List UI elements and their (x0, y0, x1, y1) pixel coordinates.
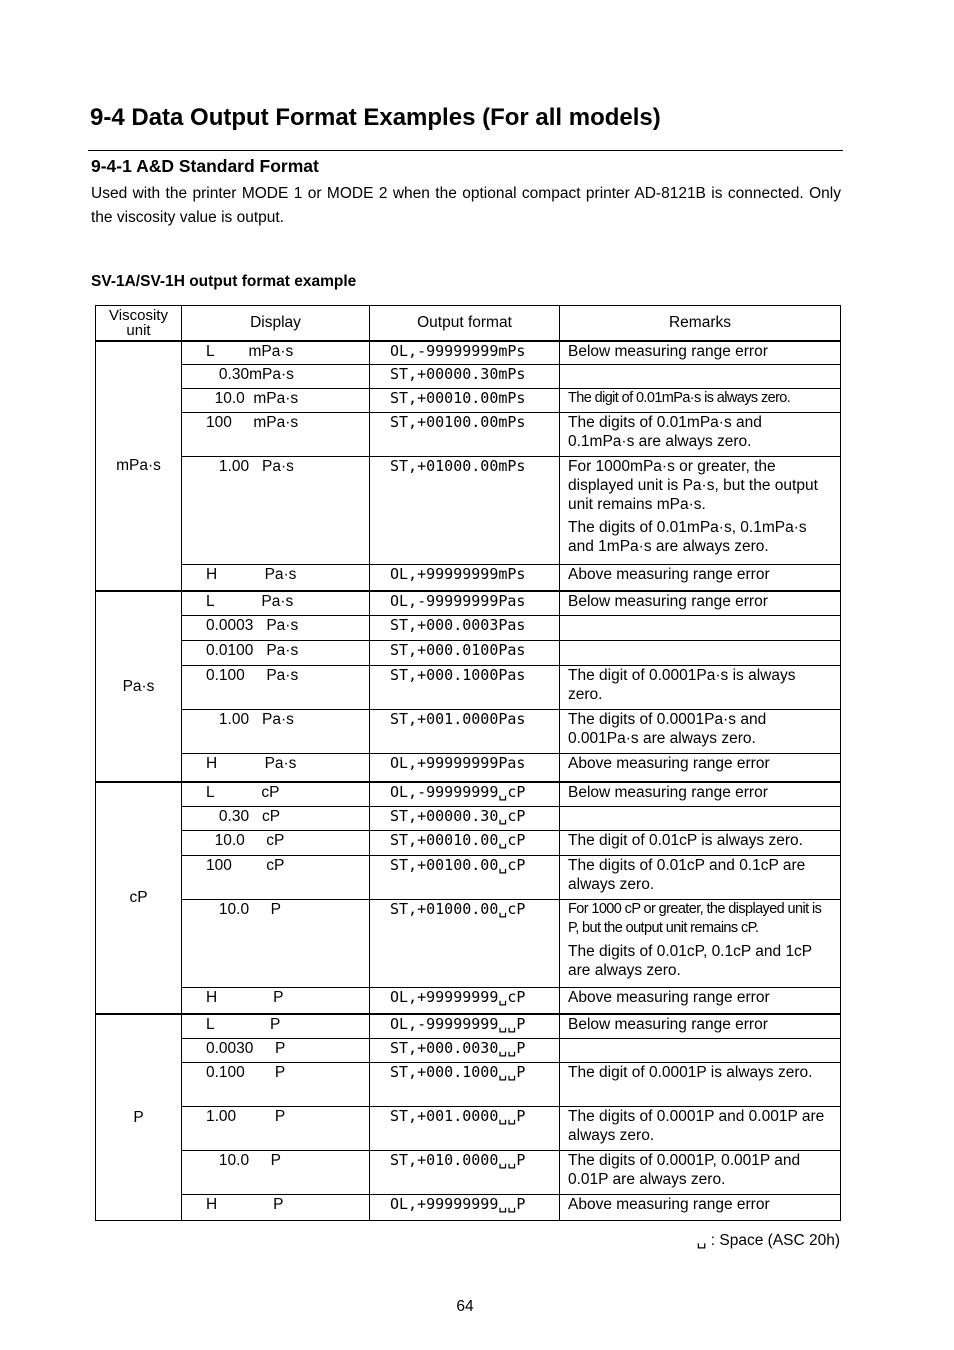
display-cell: 0.0100 Pa·s (182, 641, 370, 666)
table-row (96, 1195, 841, 1221)
header-output-format: Output format (370, 306, 560, 341)
unit-group (96, 782, 841, 1014)
table-row (96, 1014, 841, 1039)
remark-text: Below measuring range error (568, 592, 768, 610)
display-cell: L cP (182, 782, 370, 807)
remarks-cell (560, 591, 841, 616)
viscosity-unit-cell: mPa·s (96, 341, 182, 591)
display-cell: H Pa·s (182, 754, 370, 782)
viscosity-unit-cell: cP (96, 782, 182, 1014)
remark-text: The digits of 0.01cP and 0.1cP are always zero. (568, 857, 806, 893)
viscosity-unit-cell: P (96, 1014, 182, 1221)
table-row (96, 856, 841, 900)
section-heading: 9-4 Data Output Format Examples (For all models) (90, 104, 661, 131)
remark-text: The digits of 0.0001P and 0.001P are always zero. (568, 1108, 825, 1144)
remarks-cell (560, 641, 841, 666)
intro-paragraph: Used with the printer MODE 1 or MODE 2 when the optional compact printer AD-8121B is connected. Only the viscosity value is output. (91, 185, 841, 226)
table-row (96, 807, 841, 831)
table-header-row (96, 306, 841, 341)
output-format-cell: OL,+99999999␣cP (370, 988, 560, 1014)
table-row (96, 457, 841, 565)
table-row (96, 565, 841, 591)
output-format-cell: OL,-99999999␣cP (370, 782, 560, 807)
table-row (96, 616, 841, 641)
output-format-cell: OL,+99999999mPs (370, 565, 560, 591)
output-format-cell: ST,+001.0000␣␣P (370, 1107, 560, 1151)
output-format-cell: ST,+01000.00␣cP (370, 900, 560, 988)
table-title: SV-1A/SV-1H output format example (91, 273, 357, 290)
table-row (96, 591, 841, 616)
remark-text: Below measuring range error (568, 342, 768, 360)
table-row (96, 754, 841, 782)
remarks-cell (560, 900, 841, 988)
remarks-cell (560, 666, 841, 710)
remark-text: The digit of 0.01mPa·s is always zero. (568, 390, 791, 406)
remark-text: Below measuring range error (568, 1015, 768, 1033)
remarks-cell (560, 413, 841, 457)
display-cell: 10.0 P (182, 1151, 370, 1195)
table-row (96, 988, 841, 1014)
table-row (96, 1107, 841, 1151)
display-cell: 1.00 Pa·s (182, 710, 370, 754)
remarks-cell (560, 710, 841, 754)
output-format-cell: ST,+00010.00mPs (370, 389, 560, 413)
remark-text: The digits of 0.0001P, 0.001P and 0.01P are always zero. (568, 1152, 801, 1188)
display-cell: L P (182, 1014, 370, 1039)
remarks-cell (560, 616, 841, 641)
remarks-cell (560, 782, 841, 807)
output-format-cell: OL,-99999999mPs (370, 341, 560, 365)
header-remarks: Remarks (560, 306, 841, 341)
remark-text: The digits of 0.01cP, 0.1cP and 1cP are always zero. (568, 943, 812, 979)
output-format-cell: ST,+010.0000␣␣P (370, 1151, 560, 1195)
table-row (96, 1151, 841, 1195)
table-row (96, 831, 841, 856)
remarks-cell (560, 389, 841, 413)
table-row (96, 666, 841, 710)
remarks-cell (560, 807, 841, 831)
output-format-cell: OL,+99999999Pas (370, 754, 560, 782)
display-cell: 0.0003 Pa·s (182, 616, 370, 641)
remark-text: Below measuring range error (568, 783, 768, 801)
remarks-cell (560, 1195, 841, 1221)
table-row (96, 365, 841, 389)
display-cell: L mPa·s (182, 341, 370, 365)
table-row (96, 1063, 841, 1107)
display-cell: 0.30mPa·s (182, 365, 370, 389)
remark-text: The digit of 0.01cP is always zero. (568, 832, 803, 849)
output-format-cell: ST,+000.1000␣␣P (370, 1063, 560, 1107)
output-format-cell: ST,+01000.00mPs (370, 457, 560, 565)
remarks-cell (560, 1151, 841, 1195)
table-row (96, 641, 841, 666)
remark-text: The digit of 0.0001P is always zero. (568, 1064, 813, 1081)
table-row (96, 782, 841, 807)
display-cell: 0.100 P (182, 1063, 370, 1107)
remarks-cell (560, 754, 841, 782)
header-viscosity-unit: Viscosity unit (96, 306, 182, 341)
output-format-cell: ST,+00100.00␣cP (370, 856, 560, 900)
display-cell: 0.0030 P (182, 1039, 370, 1063)
remark-text: The digits of 0.01mPa·s, 0.1mPa·s and 1mPa·s are always zero. (568, 519, 807, 555)
output-format-cell: ST,+00000.30mPs (370, 365, 560, 389)
remark-text: The digits of 0.0001Pa·s and 0.001Pa·s are always zero. (568, 711, 767, 747)
remark-text: Above measuring range error (568, 566, 770, 583)
display-cell: H P (182, 1195, 370, 1221)
remarks-cell (560, 457, 841, 565)
display-cell: 10.0 cP (182, 831, 370, 856)
display-cell: 0.100 Pa·s (182, 666, 370, 710)
output-format-cell: ST,+00000.30␣cP (370, 807, 560, 831)
output-format-cell: OL,-99999999Pas (370, 591, 560, 616)
unit-group (96, 1014, 841, 1221)
display-cell: 10.0 P (182, 900, 370, 988)
remark-text: For 1000mPa·s or greater, the displayed unit is Pa·s, but the output unit remains mPa·s. (568, 458, 818, 513)
table-row (96, 1039, 841, 1063)
remark-text: Above measuring range error (568, 989, 770, 1006)
display-cell: 1.00 Pa·s (182, 457, 370, 565)
table-row (96, 341, 841, 365)
table-row (96, 900, 841, 988)
display-cell: L Pa·s (182, 591, 370, 616)
display-cell: 100 cP (182, 856, 370, 900)
output-format-cell: ST,+000.0100Pas (370, 641, 560, 666)
display-cell: 1.00 P (182, 1107, 370, 1151)
subsection-heading: 9-4-1 A&D Standard Format (91, 156, 319, 176)
page-number: 64 (456, 1298, 474, 1315)
remarks-cell (560, 565, 841, 591)
output-format-cell: ST,+001.0000Pas (370, 710, 560, 754)
remarks-cell (560, 1063, 841, 1107)
remarks-cell (560, 341, 841, 365)
unit-group (96, 341, 841, 591)
space-footnote: ␣ : Space (ASC 20h) (696, 1232, 840, 1249)
remarks-cell (560, 831, 841, 856)
output-format-cell: ST,+000.1000Pas (370, 666, 560, 710)
remark-text: Above measuring range error (568, 755, 770, 772)
remark-text: Above measuring range error (568, 1196, 770, 1213)
output-format-cell: ST,+00010.00␣cP (370, 831, 560, 856)
table-row (96, 389, 841, 413)
output-format-table (95, 305, 841, 1221)
output-format-cell: ST,+000.0003Pas (370, 616, 560, 641)
remark-text: The digit of 0.0001Pa·s is always zero. (568, 667, 796, 703)
remark-text: The digits of 0.01mPa·s and 0.1mPa·s are always zero. (568, 414, 762, 450)
display-cell: H P (182, 988, 370, 1014)
output-format-cell: ST,+000.0030␣␣P (370, 1039, 560, 1063)
display-cell: 100 mPa·s (182, 413, 370, 457)
display-cell: H Pa·s (182, 565, 370, 591)
table-row (96, 413, 841, 457)
output-format-cell: OL,+99999999␣␣P (370, 1195, 560, 1221)
table-row (96, 710, 841, 754)
unit-group (96, 591, 841, 782)
remarks-cell (560, 988, 841, 1014)
display-cell: 10.0 mPa·s (182, 389, 370, 413)
remarks-cell (560, 365, 841, 389)
heading-rule (88, 150, 843, 151)
remarks-cell (560, 1107, 841, 1151)
remark-text: For 1000 cP or greater, the displayed unit is P, but the output unit remains cP. (568, 901, 822, 936)
output-format-cell: OL,-99999999␣␣P (370, 1014, 560, 1039)
output-format-cell: ST,+00100.00mPs (370, 413, 560, 457)
remarks-cell (560, 856, 841, 900)
viscosity-unit-cell: Pa·s (96, 591, 182, 782)
remarks-cell (560, 1039, 841, 1063)
header-display: Display (182, 306, 370, 341)
remarks-cell (560, 1014, 841, 1039)
display-cell: 0.30 cP (182, 807, 370, 831)
